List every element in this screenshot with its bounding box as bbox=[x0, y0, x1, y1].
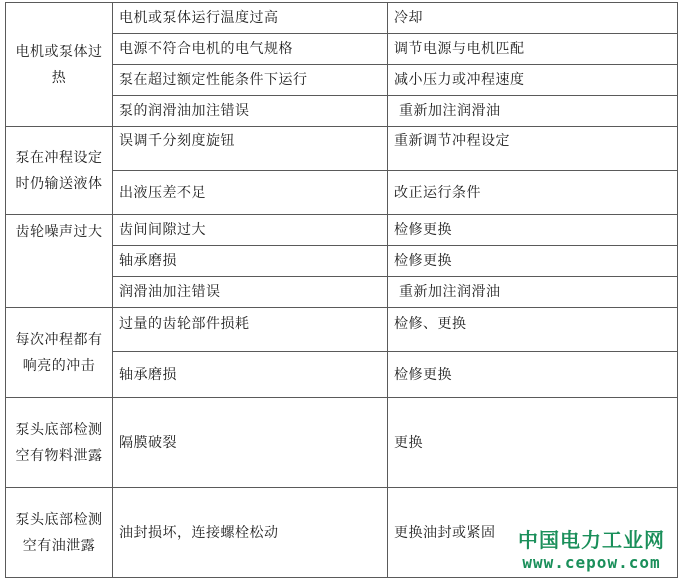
table-row bbox=[6, 127, 678, 171]
cause-cell: 出液压差不足 bbox=[113, 171, 388, 215]
cause-cell: 轴承磨损 bbox=[113, 352, 388, 398]
watermark-site-url: www.cepow.com bbox=[522, 553, 661, 572]
cause-cell: 轴承磨损 bbox=[113, 246, 388, 277]
remedy-cell: 检修更换 bbox=[388, 352, 678, 398]
remedy-cell: 重新加注润滑油 bbox=[388, 96, 678, 127]
remedy-cell: 调节电源与电机匹配 bbox=[388, 34, 678, 65]
cause-cell: 油封损坏，连接螺栓松动 bbox=[113, 488, 388, 578]
fault-symptom-cell: 泵头底部检测空有物料泄露 bbox=[6, 398, 113, 488]
watermark-site-name: 中国电力工业网 bbox=[518, 528, 665, 552]
fault-symptom-cell: 电机或泵体过热 bbox=[6, 3, 113, 127]
cause-cell: 隔膜破裂 bbox=[113, 398, 388, 488]
table-row bbox=[6, 3, 678, 34]
remedy-cell: 重新加注润滑油 bbox=[388, 277, 678, 308]
table-row bbox=[6, 215, 678, 246]
remedy-cell: 检修更换 bbox=[388, 215, 678, 246]
fault-symptom-cell: 泵在冲程设定时仍输送液体 bbox=[6, 127, 113, 215]
cause-cell: 过量的齿轮部件损耗 bbox=[113, 308, 388, 352]
remedy-cell: 更换 bbox=[388, 398, 678, 488]
site-watermark bbox=[518, 527, 665, 573]
remedy-cell: 减小压力或冲程速度 bbox=[388, 65, 678, 96]
fault-symptom-cell: 齿轮噪声过大 bbox=[6, 215, 113, 308]
cause-cell: 齿间间隙过大 bbox=[113, 215, 388, 246]
fault-symptom-cell: 泵头底部检测空有油泄露 bbox=[6, 488, 113, 578]
remedy-cell: 冷却 bbox=[388, 3, 678, 34]
cause-cell: 泵在超过额定性能条件下运行 bbox=[113, 65, 388, 96]
remedy-cell: 检修、更换 bbox=[388, 308, 678, 352]
cause-cell: 电机或泵体运行温度过高 bbox=[113, 3, 388, 34]
fault-table bbox=[5, 2, 678, 578]
fault-symptom-cell: 每次冲程都有响亮的冲击 bbox=[6, 308, 113, 398]
cause-cell: 泵的润滑油加注错误 bbox=[113, 96, 388, 127]
remedy-cell: 改正运行条件 bbox=[388, 171, 678, 215]
table-row bbox=[6, 308, 678, 352]
table-row bbox=[6, 398, 678, 488]
cause-cell: 电源不符合电机的电气规格 bbox=[113, 34, 388, 65]
remedy-cell: 重新调节冲程设定 bbox=[388, 127, 678, 171]
cause-cell: 误调千分刻度旋钮 bbox=[113, 127, 388, 171]
remedy-cell: 更换油封或紧固 bbox=[388, 488, 678, 578]
cause-cell: 润滑油加注错误 bbox=[113, 277, 388, 308]
remedy-cell: 检修更换 bbox=[388, 246, 678, 277]
